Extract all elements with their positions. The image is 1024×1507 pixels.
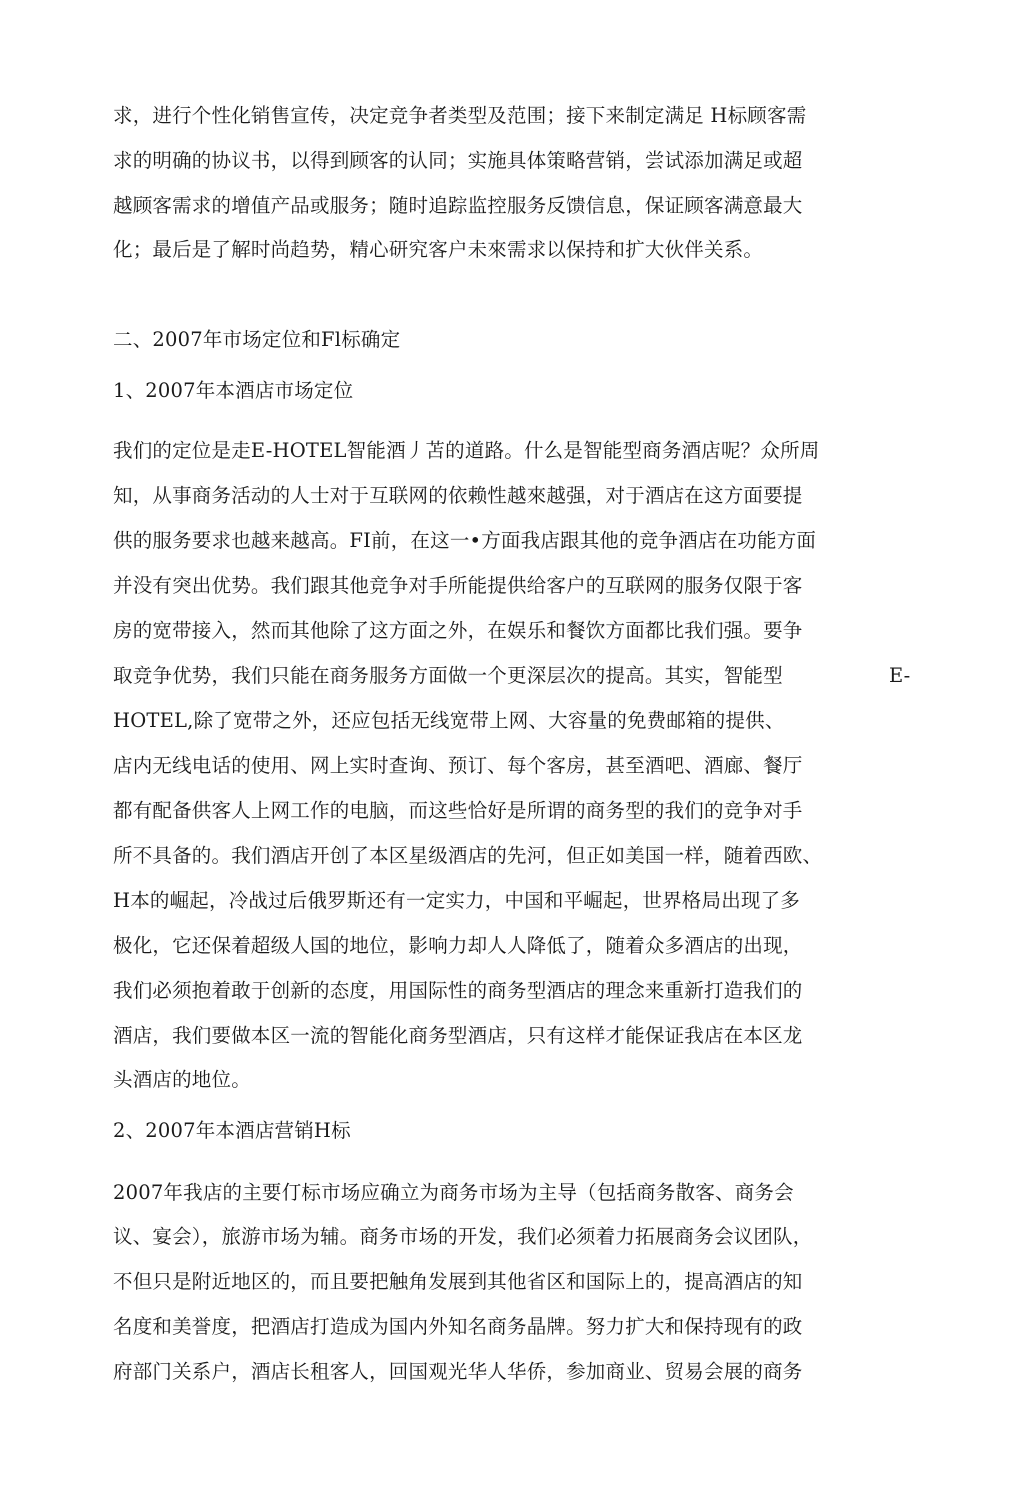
para2-line: 房的宽带接入，然而其他除了这方面之外，在娱乐和餐饮方面都比我们强。要争 <box>113 619 803 642</box>
para2-right-fragment: E- <box>889 664 911 687</box>
para1-line: 求，进行个性化销售宣传，决定竞争者类型及范围；接下来制定满足 H标顾客需 <box>113 104 807 127</box>
para2-line: 供的服务要求也越来越高。FI前，在这一•方面我店跟其他的竞争酒店在功能方面 <box>113 529 817 552</box>
para2-line: 酒店，我们要做本区一流的智能化商务型酒店，只有这样才能保证我店在本区龙 <box>113 1024 803 1047</box>
para3-line: 不但只是附近地区的，而且要把触角发展到其他省区和国际上的，提高酒店的知 <box>113 1270 803 1293</box>
subheading-2: 2、2007年本酒店营销H标 <box>113 1119 351 1142</box>
para3-line: 名度和美誉度，把酒店打造成为国内外知名商务晶牌。努力扩大和保持现有的政 <box>113 1315 803 1338</box>
para3-line: 2007年我店的主要仃标市场应确立为商务市场为主导（包括商务散客、商务会 <box>113 1181 794 1204</box>
para2-line: 都有配备供客人上网工作的电脑，而这些恰好是所谓的商务型的我们的竞争对手 <box>113 799 803 822</box>
para2-line: HOTEL,除了宽带之外，还应包括无线宽带上网、大容量的免费邮箱的提供、 <box>113 709 785 732</box>
para2-line: 所不具备的。我们酒店开创了本区星级酒店的先河，但正如美国一样，随着西欧、 <box>113 844 823 867</box>
para2-line: 取竞争优势，我们只能在商务服务方面做一个更深层次的提高。其实，智能型 <box>113 664 783 687</box>
para1-line: 求的明确的协议书，以得到顾客的认同；实施具体策略营销，尝试添加满足或超 <box>113 149 803 172</box>
para2-line: 店内无线电话的使用、网上实时查询、预订、每个客房，甚至酒吧、酒廊、餐厅 <box>113 754 803 777</box>
section-heading: 二、2007年市场定位和Fl标确定 <box>113 328 401 351</box>
para1-line: 越顾客需求的增值产品或服务；随时追踪监控服务反馈信息，保证顾客满意最大 <box>113 194 803 217</box>
para2-line: 极化，它还保着超级人国的地位，影响力却人人降低了，随着众多酒店的出现， <box>113 934 803 957</box>
para2-line: 并没有突出优势。我们跟其他竞争对手所能提供给客户的互联网的服务仅限于客 <box>113 574 803 597</box>
para2-line: 头酒店的地位。 <box>113 1068 251 1091</box>
para3-line: 府部门关系户，酒店长租客人，回国观光华人华侨，参加商业、贸易会展的商务 <box>113 1360 803 1383</box>
para3-line: 议、宴会），旅游市场为辅。商务市场的开发，我们必须着力拓展商务会议团队， <box>113 1225 813 1248</box>
para2-line: 我们必须抱着敢于创新的态度，用国际性的商务型酒店的理念来重新打造我们的 <box>113 979 803 1002</box>
para2-line: 知，从事商务活动的人士对于互联网的依赖性越來越强，对于酒店在这方面要提 <box>113 484 803 507</box>
para2-line: 我们的定位是走E-HOTEL智能酒丿苫的道路。什么是智能型商务酒店呢？众所周 <box>113 439 820 462</box>
subheading-1: 1、2007年本酒店市场定位 <box>113 379 354 402</box>
para2-line: H本的崛起，冷战过后俄罗斯还有一定实力，中国和平崛起，世界格局出现了多 <box>113 889 801 912</box>
para1-line: 化；最后是了解时尚趋势，精心研究客户未來需求以保持和扩大伙伴关系。 <box>113 238 764 261</box>
